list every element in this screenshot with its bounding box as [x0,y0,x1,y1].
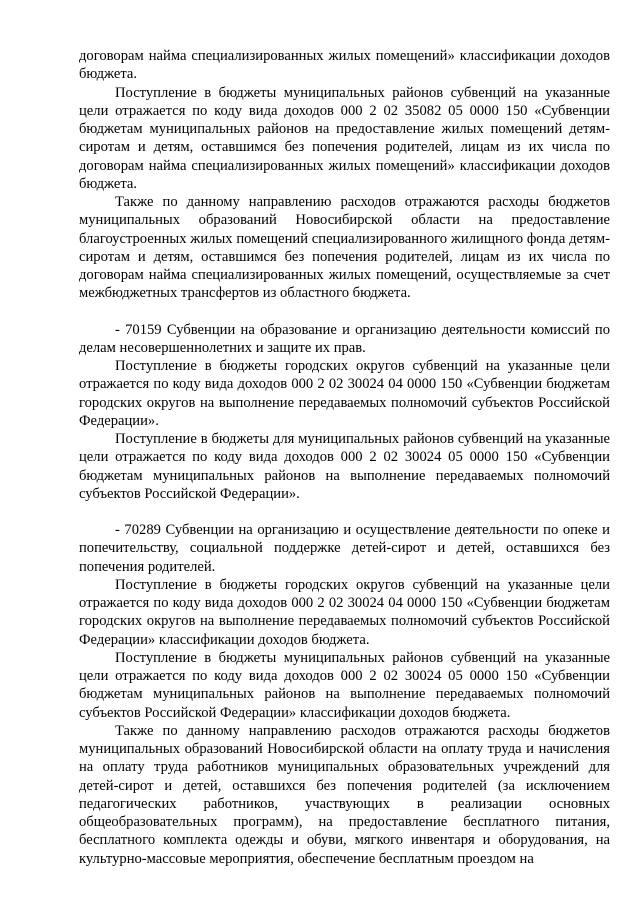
paragraph-70289-expenses: Также по данному направлению расходов отражаются расходы бюджетов муниципальных образований Новосибирской области на оплату труда и начисления на оплату труда работников муниципальных образовательных учреждений для детей-сирот и детей, оставшихся без попечения родителей (за исключением педагогических работников, участвующих в реализации основных общеобразовательных программ), на предоставление бесплатного питания, бесплатного комплекта одежды и обуви, мягкого инвентаря и оборудования, на культурно-массовые мероприятия, обеспечение бесплатным проездом на [79,722,610,867]
document-page [79,47,610,868]
paragraph-70289-city-districts: Поступление в бюджеты городских округов субвенций на указанные цели отражается по коду вида доходов 000 2 02 30024 04 0000 150 «Субвенции бюджетам городских округов на выполнение передаваемых полномочий субъектов Российской Федерации» классификации доходов бюджета. [79,576,610,648]
paragraph-continuation: договорам найма специализированных жилых помещений» классификации доходов бюджета. [79,48,610,83]
section-gap [79,303,610,321]
paragraph-35082-districts: Поступление в бюджеты муниципальных районов субвенций на указанные цели отражается по коду вида доходов 000 2 02 35082 05 0000 150 «Субвенции бюджетам муниципальных районов на предоставление жилых помещений детям-сиротам и детям, оставшимся без попечения родителей, лицам из их числа по договорам найма специализированных жилых помещений» классификации доходов бюджета. [79,84,610,192]
section-gap [79,503,610,521]
paragraph-70159-city-districts: Поступление в бюджеты городских округов субвенций на указанные цели отражается по коду вида доходов 000 2 02 30024 04 0000 150 «Субвенции бюджетам городских округов на выполнение передаваемых полномочий субъектов Российской Федерации». [79,358,610,429]
paragraph-housing-expenses: Также по данному направлению расходов отражаются расходы бюджетов муниципальных образований Новосибирской области на предоставление благоустроенных жилых помещений специализированного жилищного фонда детям-сиротам и детям, оставшимся без попечения родителей, лицам из их числа по договорам найма специализированных жилых помещений, осуществляемые за счет межбюджетных трансфертов из областного бюджета. [79,194,610,302]
paragraph-70289-municipal-districts: Поступление в бюджеты муниципальных районов субвенций на указанные цели отражается по коду вида доходов 000 2 02 30024 05 0000 150 «Субвенции бюджетам муниципальных районов на выполнение передаваемых полномочий субъектов Российской Федерации» классификации доходов бюджета. [79,649,610,721]
item-70289-heading: - 70289 Субвенции на организацию и осуществление деятельности по опеке и попечительству, социальной поддержке детей-сирот и детей, оставшихся без попечения родителей. [79,522,610,575]
item-70159-heading: - 70159 Субвенции на образование и организацию деятельности комиссий по делам несовершеннолетних и защите их прав. [79,321,610,356]
paragraph-70159-municipal-districts: Поступление в бюджеты для муниципальных районов субвенций на указанные цели отражается по коду вида доходов 000 2 02 30024 05 0000 150 «Субвенции бюджетам муниципальных районов на выполнение передаваемых полномочий субъектов Российской Федерации». [79,431,610,502]
